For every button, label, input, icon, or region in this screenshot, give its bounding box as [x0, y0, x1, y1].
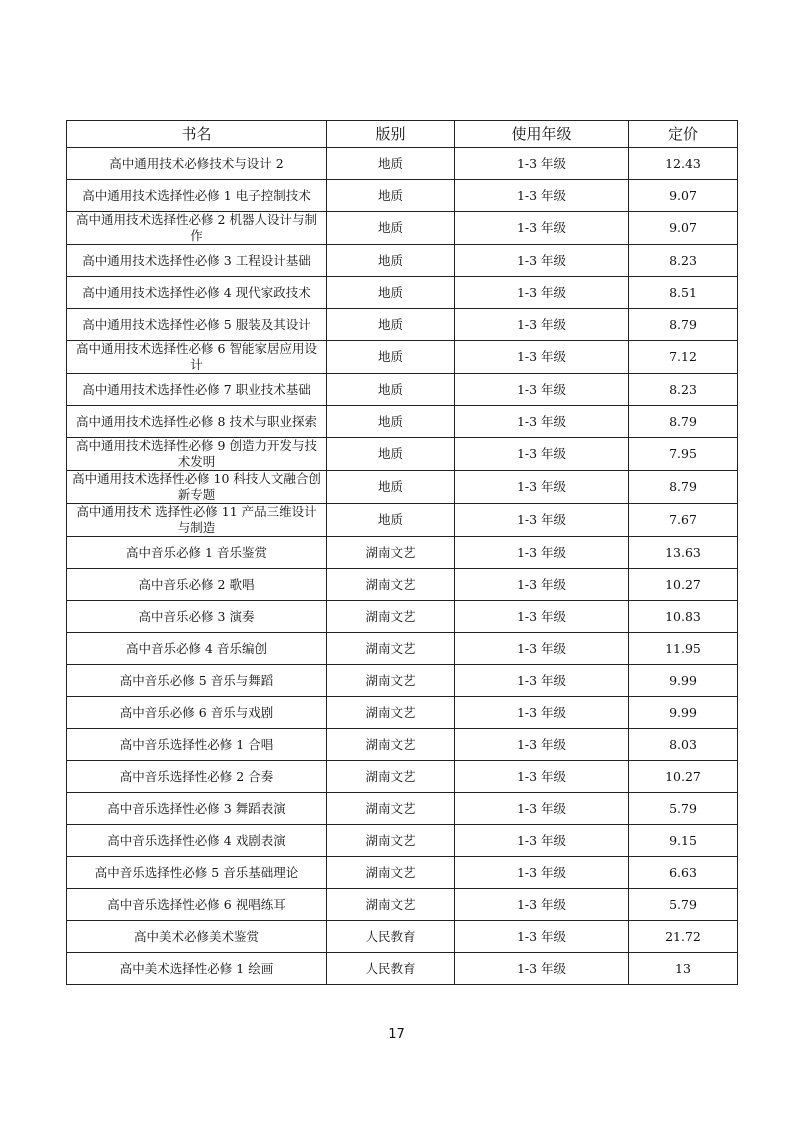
book-name-cell: 高中通用技术选择性必修 9 创造力开发与技术发明 [67, 438, 327, 471]
grade-cell: 1-3 年级 [455, 309, 629, 341]
page-number: 17 [388, 1027, 405, 1042]
grade-cell: 1-3 年级 [455, 761, 629, 793]
edition-cell: 湖南文艺 [327, 793, 455, 825]
grade-cell: 1-3 年级 [455, 633, 629, 665]
book-name-cell: 高中通用技术选择性必修 3 工程设计基础 [67, 245, 327, 277]
edition-cell: 地质 [327, 148, 455, 180]
table-row [67, 921, 738, 953]
price-cell: 5.79 [629, 889, 738, 921]
book-name-cell: 高中通用技术选择性必修 7 职业技术基础 [67, 374, 327, 406]
grade-cell: 1-3 年级 [455, 406, 629, 438]
book-name-cell: 高中音乐必修 4 音乐编创 [67, 633, 327, 665]
book-name-cell: 高中音乐选择性必修 5 音乐基础理论 [67, 857, 327, 889]
edition-cell: 湖南文艺 [327, 569, 455, 601]
price-cell: 6.63 [629, 857, 738, 889]
table-row [67, 504, 738, 537]
grade-cell: 1-3 年级 [455, 729, 629, 761]
book-name-cell: 高中音乐选择性必修 3 舞蹈表演 [67, 793, 327, 825]
book-name-cell: 高中音乐必修 1 音乐鉴赏 [67, 537, 327, 569]
edition-cell: 湖南文艺 [327, 857, 455, 889]
edition-cell: 地质 [327, 341, 455, 374]
edition-cell: 地质 [327, 212, 455, 245]
table-row [67, 537, 738, 569]
edition-cell: 地质 [327, 180, 455, 212]
edition-cell: 湖南文艺 [327, 633, 455, 665]
edition-cell: 湖南文艺 [327, 761, 455, 793]
grade-cell: 1-3 年级 [455, 180, 629, 212]
table-row [67, 857, 738, 889]
table-row [67, 438, 738, 471]
table-row [67, 761, 738, 793]
price-cell: 21.72 [629, 921, 738, 953]
textbook-price-table [66, 120, 738, 985]
price-cell: 11.95 [629, 633, 738, 665]
edition-cell: 地质 [327, 277, 455, 309]
book-name-cell: 高中音乐选择性必修 2 合奏 [67, 761, 327, 793]
book-name-cell: 高中通用技术选择性必修 1 电子控制技术 [67, 180, 327, 212]
edition-cell: 湖南文艺 [327, 665, 455, 697]
edition-cell: 地质 [327, 471, 455, 504]
price-cell: 10.83 [629, 601, 738, 633]
edition-cell: 地质 [327, 245, 455, 277]
table-row [67, 953, 738, 985]
price-cell: 7.95 [629, 438, 738, 471]
price-cell: 8.79 [629, 471, 738, 504]
header-grade: 使用年级 [455, 121, 629, 148]
edition-cell: 湖南文艺 [327, 889, 455, 921]
grade-cell: 1-3 年级 [455, 825, 629, 857]
price-cell: 5.79 [629, 793, 738, 825]
book-name-cell: 高中通用技术选择性必修 10 科技人文融合创新专题 [67, 471, 327, 504]
price-cell: 9.07 [629, 180, 738, 212]
price-cell: 9.99 [629, 665, 738, 697]
grade-cell: 1-3 年级 [455, 601, 629, 633]
book-name-cell: 高中音乐必修 5 音乐与舞蹈 [67, 665, 327, 697]
table-row [67, 633, 738, 665]
book-name-cell: 高中美术选择性必修 1 绘画 [67, 953, 327, 985]
table-row [67, 601, 738, 633]
price-cell: 13 [629, 953, 738, 985]
grade-cell: 1-3 年级 [455, 793, 629, 825]
table-row [67, 471, 738, 504]
book-name-cell: 高中通用技术必修技术与设计 2 [67, 148, 327, 180]
grade-cell: 1-3 年级 [455, 665, 629, 697]
book-name-cell: 高中通用技术选择性必修 6 智能家居应用设计 [67, 341, 327, 374]
table-row [67, 697, 738, 729]
book-name-cell: 高中通用技术 选择性必修 11 产品三维设计与制造 [67, 504, 327, 537]
header-book-name: 书名 [67, 121, 327, 148]
price-cell: 8.79 [629, 406, 738, 438]
edition-cell: 湖南文艺 [327, 601, 455, 633]
edition-cell: 地质 [327, 438, 455, 471]
grade-cell: 1-3 年级 [455, 569, 629, 601]
table-row [67, 148, 738, 180]
price-cell: 7.12 [629, 341, 738, 374]
table-row [67, 309, 738, 341]
price-cell: 10.27 [629, 569, 738, 601]
header-price: 定价 [629, 121, 738, 148]
grade-cell: 1-3 年级 [455, 471, 629, 504]
table-row [67, 245, 738, 277]
grade-cell: 1-3 年级 [455, 438, 629, 471]
table-body [67, 148, 738, 985]
price-cell: 9.07 [629, 212, 738, 245]
price-cell: 9.15 [629, 825, 738, 857]
price-cell: 8.23 [629, 374, 738, 406]
grade-cell: 1-3 年级 [455, 148, 629, 180]
header-edition: 版别 [327, 121, 455, 148]
grade-cell: 1-3 年级 [455, 277, 629, 309]
price-cell: 7.67 [629, 504, 738, 537]
table-row [67, 569, 738, 601]
edition-cell: 湖南文艺 [327, 537, 455, 569]
edition-cell: 湖南文艺 [327, 729, 455, 761]
book-name-cell: 高中音乐必修 3 演奏 [67, 601, 327, 633]
price-cell: 13.63 [629, 537, 738, 569]
table-row [67, 341, 738, 374]
table-row [67, 729, 738, 761]
price-cell: 10.27 [629, 761, 738, 793]
table-row [67, 665, 738, 697]
edition-cell: 湖南文艺 [327, 697, 455, 729]
grade-cell: 1-3 年级 [455, 212, 629, 245]
edition-cell: 人民教育 [327, 921, 455, 953]
grade-cell: 1-3 年级 [455, 504, 629, 537]
book-name-cell: 高中音乐选择性必修 1 合唱 [67, 729, 327, 761]
grade-cell: 1-3 年级 [455, 341, 629, 374]
grade-cell: 1-3 年级 [455, 245, 629, 277]
price-cell: 8.79 [629, 309, 738, 341]
table-header-row [67, 121, 738, 148]
edition-cell: 地质 [327, 309, 455, 341]
grade-cell: 1-3 年级 [455, 374, 629, 406]
book-name-cell: 高中美术必修美术鉴赏 [67, 921, 327, 953]
edition-cell: 地质 [327, 504, 455, 537]
price-cell: 8.23 [629, 245, 738, 277]
book-name-cell: 高中音乐选择性必修 6 视唱练耳 [67, 889, 327, 921]
book-name-cell: 高中通用技术选择性必修 4 现代家政技术 [67, 277, 327, 309]
grade-cell: 1-3 年级 [455, 537, 629, 569]
grade-cell: 1-3 年级 [455, 857, 629, 889]
grade-cell: 1-3 年级 [455, 953, 629, 985]
edition-cell: 人民教育 [327, 953, 455, 985]
price-cell: 9.99 [629, 697, 738, 729]
book-name-cell: 高中音乐必修 6 音乐与戏剧 [67, 697, 327, 729]
book-name-cell: 高中通用技术选择性必修 2 机器人设计与制作 [67, 212, 327, 245]
edition-cell: 地质 [327, 406, 455, 438]
table-row [67, 889, 738, 921]
book-name-cell: 高中通用技术选择性必修 8 技术与职业探索 [67, 406, 327, 438]
book-name-cell: 高中通用技术选择性必修 5 服装及其设计 [67, 309, 327, 341]
grade-cell: 1-3 年级 [455, 921, 629, 953]
grade-cell: 1-3 年级 [455, 889, 629, 921]
grade-cell: 1-3 年级 [455, 697, 629, 729]
table-row [67, 793, 738, 825]
table-row [67, 212, 738, 245]
price-cell: 8.51 [629, 277, 738, 309]
table-row [67, 277, 738, 309]
book-name-cell: 高中音乐选择性必修 4 戏剧表演 [67, 825, 327, 857]
book-name-cell: 高中音乐必修 2 歌唱 [67, 569, 327, 601]
table-row [67, 825, 738, 857]
edition-cell: 地质 [327, 374, 455, 406]
table-row [67, 374, 738, 406]
table-row [67, 406, 738, 438]
edition-cell: 湖南文艺 [327, 825, 455, 857]
price-cell: 8.03 [629, 729, 738, 761]
table-row [67, 180, 738, 212]
price-cell: 12.43 [629, 148, 738, 180]
